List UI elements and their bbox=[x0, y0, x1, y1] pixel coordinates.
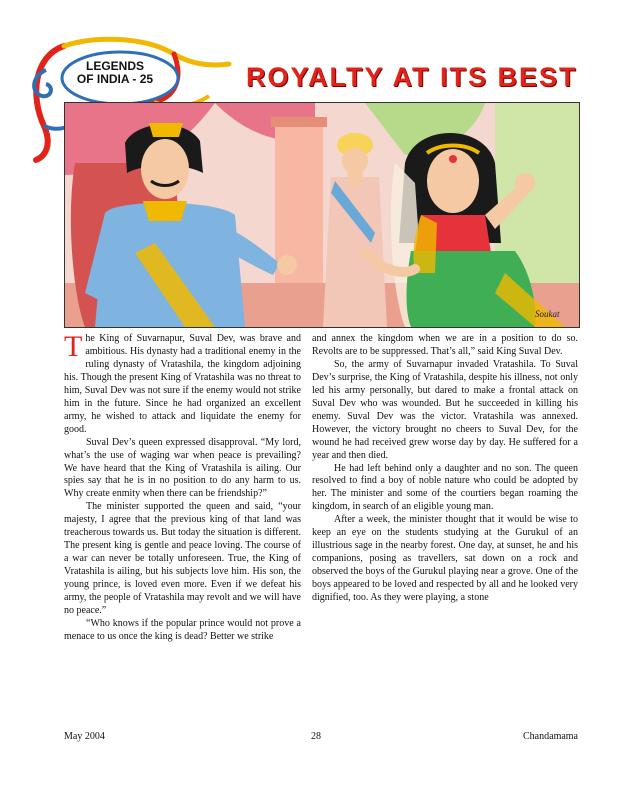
paragraph bbox=[64, 330, 301, 437]
drop-cap: T bbox=[64, 330, 83, 363]
paragraph: The minister supported the queen and said, “your majesty, I agree that the previous king of that land was treacherous towards us. But today the situation is different. The present king is gentle and peace loving. The course of a war can never be totally unforeseen. True, the King of Vratashila is ailing, but his subjects love him. His son, the young prince, is loved even more. Even if we defeat his army, the people of Vratashila may revolt and we will have no peace.” bbox=[64, 501, 301, 617]
footer-date: May 2004 bbox=[64, 731, 105, 742]
series-label bbox=[60, 60, 170, 86]
footer-publication: Chandamama bbox=[523, 731, 578, 742]
article-column-left bbox=[64, 330, 301, 644]
royal-court-scene-image bbox=[65, 103, 579, 327]
article-column-right bbox=[312, 333, 578, 605]
paragraph: “Who knows if the popular prince would not prove a menace to us once the king is dead? Better we strike bbox=[64, 617, 301, 642]
paragraph: So, the army of Suvarnapur invaded Vratashila. To Suval Dev’s surprise, the King of Vratashila, despite his illness, not only led his army personally, but dared to make a frontal attack on Suval Dev who was wounded. But he succeeded in killing his enemy. Suval Dev was the victor. Vratashila was annexed. However, the victory brought no cheers to Suval Dev, for the wound he had received grew worse day by day. He suffered for a year and then died. bbox=[312, 358, 578, 461]
footer-page-number: 28 bbox=[311, 731, 321, 742]
paragraph: After a week, the minister thought that it would be wise to keep an eye on the students studying at the Gurukul of an illustrious sage in the nearby forest. One day, at sunset, he and his companions, posing as travellers, sat down on a rock and observed the boys of the Gurukul playing near a grove. One of the boys appeared to be loved and respected by all and he looked very dignified, too. As they were playing, a stone bbox=[312, 514, 578, 604]
series-line-2: OF INDIA - 25 bbox=[76, 72, 154, 86]
artist-signature: Soukat bbox=[535, 309, 560, 319]
series-line-1: LEGENDS bbox=[85, 59, 144, 73]
paragraph: He had left behind only a daughter and no son. The queen resolved to find a boy of noble nature who could be adopted by her. The minister and some of the courtiers began roaming the kingdom, in search of an eligible young man. bbox=[312, 462, 578, 513]
article-title: ROYALTY AT ITS BEST bbox=[246, 62, 578, 92]
story-illustration bbox=[64, 102, 580, 328]
paragraph-text: he King of Suvarnapur, Suval Dev, was brave and ambitious. His dynasty had a traditional enemy in the ruling dynasty of Vratashila, the kingdom adjoining his. Though the present King of Vratashila was no threat to him, Suval Dev was not sure if the enemy would not strike him in the future. Since he had organized an excellent army, he wished to attack and liquidate the enemy for good. bbox=[64, 333, 301, 435]
paragraph: and annex the kingdom when we are in a position to do so. Revolts are to be suppressed. That’s all,” said King Suval Dev. bbox=[312, 333, 578, 357]
paragraph: Suval Dev’s queen expressed disapproval. “My lord, what’s the use of waging war when peace is prevailing? We have heard that the King of Vratashila is ailing. Our spies say that he is in no position to do any harm to us. Why create enmity when there can be friendship?” bbox=[64, 436, 301, 500]
